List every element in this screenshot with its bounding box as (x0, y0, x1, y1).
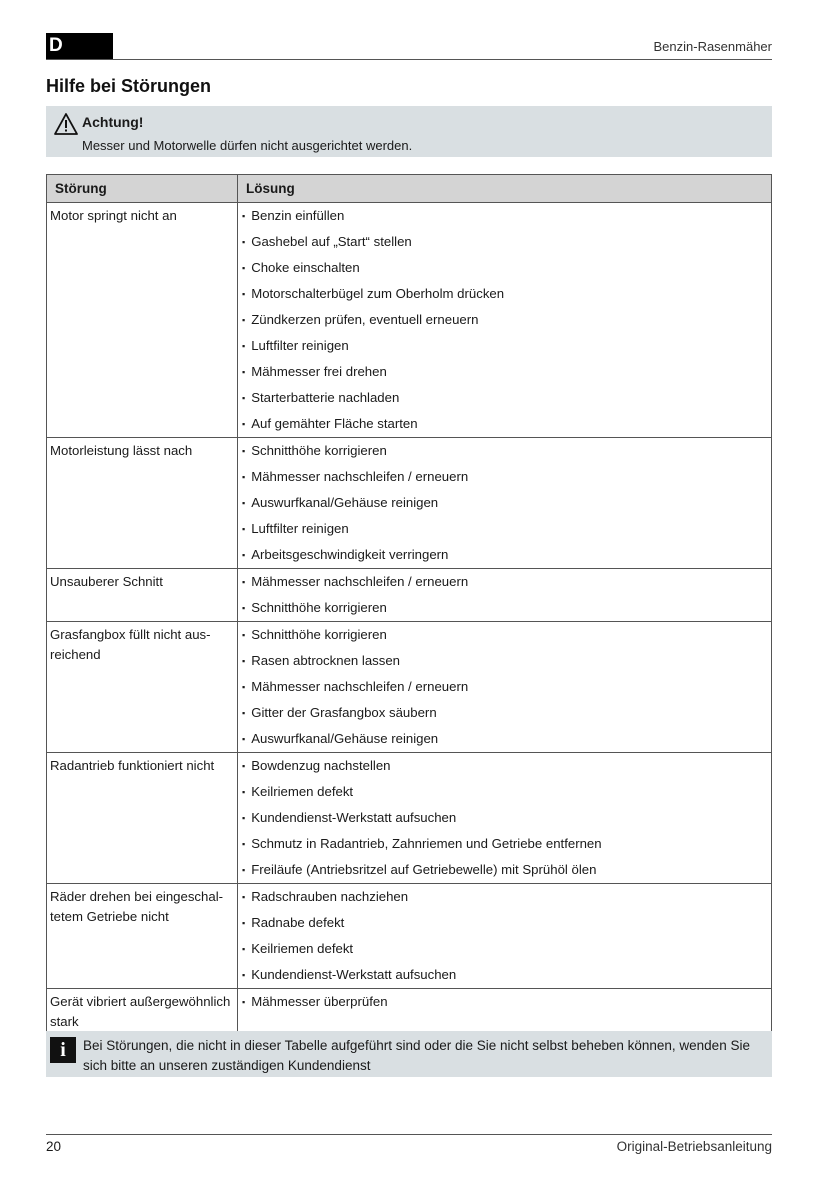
solution-item: ▪ Benzin einfüllen (242, 203, 767, 229)
solution-item: ▪ Schnitthöhe korrigieren (242, 438, 767, 464)
solution-item: ▪ Luftfilter reinigen (242, 333, 767, 359)
warning-icon (54, 113, 78, 135)
solution-item: ▪ Gashebel auf „Start“ stellen (242, 229, 767, 255)
column-header-solution: Lösung (238, 175, 772, 203)
problem-cell: Gerät vibriert außergewöhnlich stark (47, 989, 238, 1033)
solution-cell (238, 989, 772, 1033)
solution-item: ▪ Kundendienst-Werkstatt aufsuchen (242, 805, 767, 831)
solution-item: ▪ Schmutz in Radantrieb, Zahnriemen und Getriebe entfernen (242, 831, 767, 857)
solution-item: ▪ Keilriemen defekt (242, 779, 767, 805)
info-text: Bei Störungen, die nicht in dieser Tabelle aufgeführt sind oder die Sie nicht selbst beheben können, wenden Sie sich bitte an unseren zuständigen Kundendienst (83, 1038, 750, 1073)
table-row (47, 989, 772, 1033)
warning-box (46, 106, 772, 157)
document-title: Original-Betriebsanleitung (616, 1139, 772, 1154)
info-box (46, 1031, 772, 1077)
warning-title: Achtung! (82, 114, 144, 130)
solution-item: ▪ Choke einschalten (242, 255, 767, 281)
solution-cell (238, 569, 772, 622)
solution-item: ▪ Schnitthöhe korrigieren (242, 595, 767, 621)
solution-cell (238, 884, 772, 989)
solution-item: ▪ Arbeitsgeschwindigkeit verringern (242, 542, 767, 568)
solution-cell (238, 753, 772, 884)
solution-item: ▪ Auf gemähter Fläche starten (242, 411, 767, 437)
page-number: 20 (46, 1139, 62, 1154)
solution-cell (238, 622, 772, 753)
problem-cell: Motor springt nicht an (47, 203, 238, 438)
info-icon: i (50, 1037, 76, 1063)
solution-cell (238, 438, 772, 569)
table-header-row (47, 175, 772, 203)
solution-item: ▪ Zündkerzen prüfen, eventuell erneuern (242, 307, 767, 333)
page-title: Hilfe bei Störungen (46, 76, 212, 96)
solution-item: ▪ Bowdenzug nachstellen (242, 753, 767, 779)
solution-item: ▪ Schnitthöhe korrigieren (242, 622, 767, 648)
solution-item: ▪ Luftfilter reinigen (242, 516, 767, 542)
page-footer (46, 1134, 772, 1154)
solution-item: ▪ Auswurfkanal/Gehäuse reinigen (242, 726, 767, 752)
solution-cell (238, 203, 772, 438)
solution-item: ▪ Mähmesser frei drehen (242, 359, 767, 385)
solution-item: ▪ Motorschalterbügel zum Oberholm drücken (242, 281, 767, 307)
problem-cell: Grasfangbox füllt nicht ausreichend (47, 622, 238, 753)
solution-item: ▪ Radnabe defekt (242, 910, 767, 936)
solution-item: ▪ Mähmesser nachschleifen / erneuern (242, 464, 767, 490)
problem-cell: Unsauberer Schnitt (47, 569, 238, 622)
solution-item: ▪ Auswurfkanal/Gehäuse reinigen (242, 490, 767, 516)
warning-text: Messer und Motorwelle dürfen nicht ausgerichtet werden. (82, 138, 413, 153)
table-row (47, 438, 772, 569)
column-header-problem: Störung (47, 175, 238, 203)
table-row (47, 203, 772, 438)
table-row (47, 569, 772, 622)
page-header (46, 33, 772, 60)
solution-item: ▪ Starterbatterie nachladen (242, 385, 767, 411)
solution-item: ▪ Mähmesser überprüfen (242, 989, 767, 1015)
solution-item: ▪ Gitter der Grasfangbox säubern (242, 700, 767, 726)
solution-item: ▪ Radschrauben nachziehen (242, 884, 767, 910)
problem-cell: Räder drehen bei eingeschaltetem Getriebe nicht (47, 884, 238, 989)
solution-item: ▪ Mähmesser nachschleifen / erneuern (242, 569, 767, 595)
table-row (47, 884, 772, 989)
problem-cell: Motorleistung lässt nach (47, 438, 238, 569)
solution-item: ▪ Rasen abtrocknen lassen (242, 648, 767, 674)
troubleshooting-table (46, 174, 772, 1033)
product-name: Benzin-Rasenmäher (653, 39, 772, 54)
problem-cell: Radantrieb funktioniert nicht (47, 753, 238, 884)
language-badge: D (46, 33, 113, 59)
solution-item: ▪ Freiläufe (Antriebsritzel auf Getriebewelle) mit Sprühöl ölen (242, 857, 767, 883)
solution-item: ▪ Kundendienst-Werkstatt aufsuchen (242, 962, 767, 988)
table-row (47, 622, 772, 753)
solution-item: ▪ Keilriemen defekt (242, 936, 767, 962)
solution-item: ▪ Mähmesser nachschleifen / erneuern (242, 674, 767, 700)
table-row (47, 753, 772, 884)
